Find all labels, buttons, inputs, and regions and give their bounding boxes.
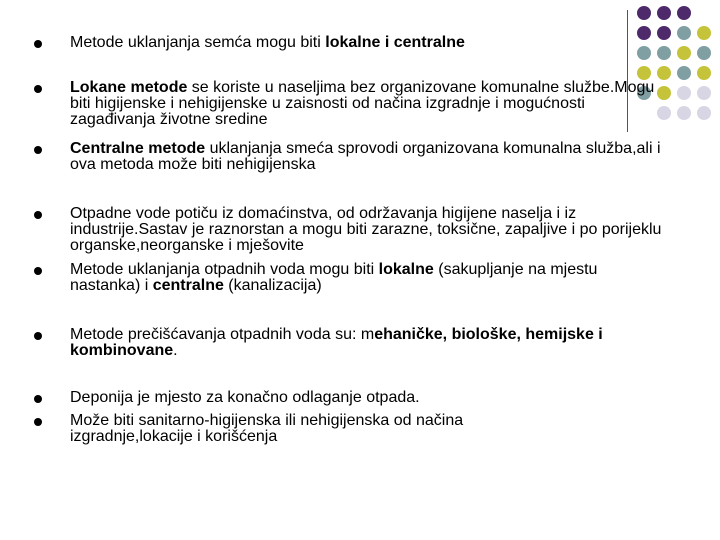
bullet-dot-icon [34, 40, 42, 48]
bullet-dot-icon [34, 395, 42, 403]
text-run: . [173, 342, 178, 359]
bullet-dot-icon [34, 332, 42, 340]
text-run: Može biti sanitarno-higijenska ili nehigijenska od načina izgradnje,lokacije i korišćenja [70, 412, 464, 445]
bullet-dot-icon [34, 211, 42, 219]
bold-text-run: Lokane metode [70, 79, 188, 96]
bold-text-run: lokalne i centralne [325, 34, 465, 51]
bullet-text [70, 141, 690, 173]
bullet-dot-icon [34, 418, 42, 426]
bullet-dot-icon [34, 85, 42, 93]
text-run: Metode uklanjanja semća mogu biti [70, 34, 326, 51]
bullet-dot-icon [34, 146, 42, 154]
text-run: Metode prečišćavanja otpadnih voda su: m [70, 326, 375, 343]
bullet-dot-icon [34, 267, 42, 275]
text-run: Metode uklanjanja otpadnih voda mogu biti [70, 261, 379, 278]
bullet-text [70, 262, 650, 294]
bullet-text [70, 413, 570, 445]
text-run: Deponija je mjesto za konačno odlaganje otpada. [70, 389, 420, 406]
bold-text-run: centralne [152, 277, 224, 294]
text-run: uklanjanja smeća sprovodi organizovana komunalna služba,ali i ova metoda može biti nehigijenska [70, 140, 661, 173]
bold-text-run: ehaničke, biološke, hemijske i kombinovane [70, 326, 603, 359]
text-run: se koriste u naseljima bez organizovane komunalne službe.Mogu biti higijenske i nehigijenske u zaisnosti od načina izgradnje i mogućnosti zagađivanja životne sredine [70, 79, 655, 128]
bullet-text [70, 390, 630, 406]
text-run: (sakupljanje na mjestu nastanka) i [70, 261, 598, 294]
bullet-text [70, 80, 660, 128]
bold-text-run: lokalne [378, 261, 434, 278]
text-run: (kanalizacija) [223, 277, 322, 294]
bullet-text [70, 327, 645, 359]
bullet-text [70, 206, 680, 254]
bullet-text [70, 35, 630, 51]
text-run: Otpadne vode potiču iz domaćinstva, od održavanja higijene naselja i iz industrije.Sastav je raznorstan a mogu biti zarazne, toksične, zapaljive i po porijeklu organske,neorganske i mješovite [70, 205, 662, 254]
bold-text-run: Centralne metode [70, 140, 206, 157]
